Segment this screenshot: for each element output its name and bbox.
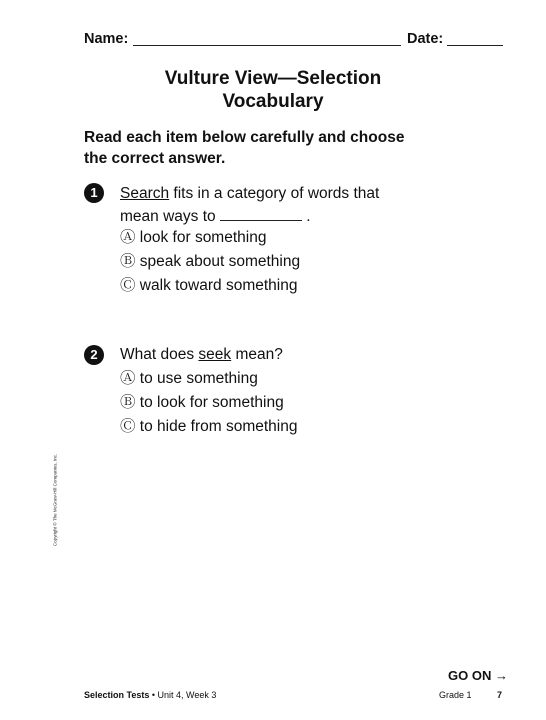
question-1-keyword: Search bbox=[120, 185, 170, 202]
question-1-text-rest: fits in a category of words that bbox=[169, 185, 380, 202]
page-number: 7 bbox=[497, 690, 503, 700]
footer-selection-tests: Selection Tests bbox=[84, 690, 150, 700]
title-line-1: Vulture View—Selection bbox=[164, 68, 382, 89]
question-2-keyword: seek bbox=[198, 346, 232, 363]
name-field[interactable] bbox=[133, 45, 401, 46]
footer-unit: • Unit 4, Week 3 bbox=[149, 690, 217, 700]
question-1-text-line-2-end: . bbox=[306, 208, 311, 225]
date-label: Date: bbox=[407, 31, 444, 47]
question-2-number-badge: 2 bbox=[84, 345, 104, 365]
instructions-line-2: the correct answer. bbox=[84, 150, 226, 167]
question-2-option-b[interactable]: Ⓑ to look for something bbox=[120, 394, 284, 411]
question-1-number-badge: 1 bbox=[84, 183, 104, 203]
date-field[interactable] bbox=[447, 45, 503, 46]
question-2-option-c[interactable]: Ⓒ to hide from something bbox=[120, 418, 298, 435]
question-2-option-a[interactable]: Ⓐ to use something bbox=[120, 370, 258, 387]
question-2-text bbox=[120, 343, 283, 366]
footer-grade: Grade 1 bbox=[439, 690, 472, 700]
question-1-option-c[interactable]: Ⓒ walk toward something bbox=[120, 277, 298, 294]
instructions bbox=[84, 127, 464, 169]
question-1-blank bbox=[220, 206, 302, 221]
question-1-text bbox=[120, 182, 379, 228]
question-2-suffix: mean? bbox=[231, 346, 283, 363]
copyright-notice: Copyright © The McGraw-Hill Companies, Inc. bbox=[52, 453, 58, 547]
question-1-option-a[interactable]: Ⓐ look for something bbox=[120, 229, 267, 246]
title-line-2: Vocabulary bbox=[222, 91, 324, 112]
go-on-indicator: GO ON → bbox=[448, 668, 508, 683]
question-2-prefix: What does bbox=[120, 346, 199, 363]
footer-left bbox=[84, 690, 216, 700]
name-label: Name: bbox=[84, 31, 129, 47]
question-1-option-b[interactable]: Ⓑ speak about something bbox=[120, 253, 301, 270]
page-title bbox=[0, 67, 546, 113]
question-1-text-line-2: mean ways to bbox=[120, 208, 216, 225]
instructions-line-1: Read each item below carefully and choose bbox=[84, 129, 405, 146]
